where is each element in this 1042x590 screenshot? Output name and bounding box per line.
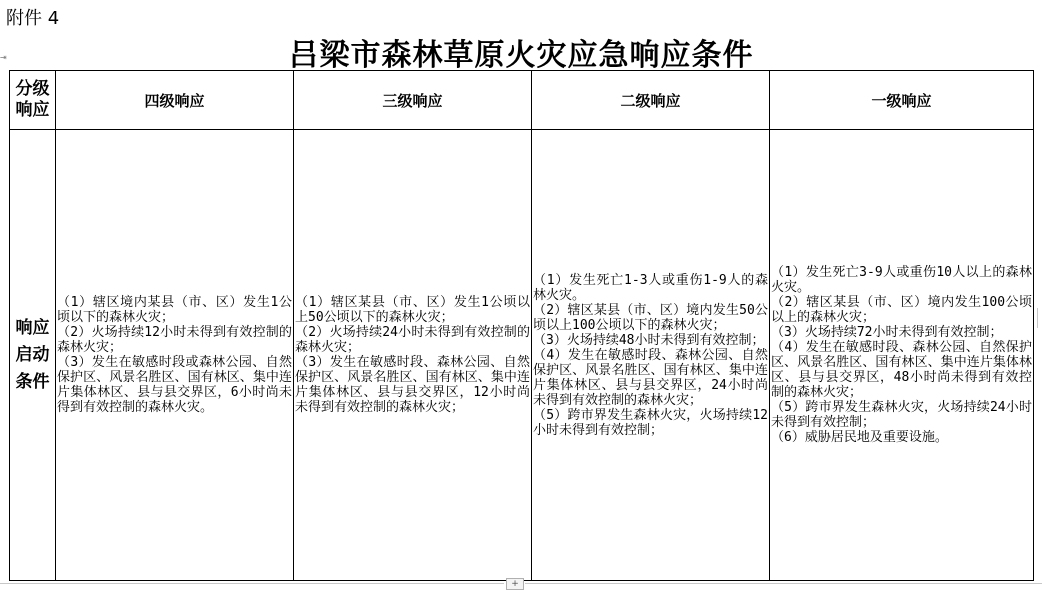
level-1-label: 一级响应 bbox=[871, 91, 932, 110]
level-3-header bbox=[294, 71, 532, 130]
condition-item: （1）发生死亡1-3人或重伤1-9人的森林火灾。 bbox=[533, 272, 768, 303]
condition-item: （1）发生死亡3-9人或重伤10人以上的森林火灾。 bbox=[771, 265, 1032, 295]
condition-item: （6）威胁居民地及重要设施。 bbox=[771, 430, 948, 445]
bottom-rule-right bbox=[525, 583, 1042, 584]
corner-header-text: 分级响应 bbox=[15, 79, 50, 120]
condition-item: （3）火场持续48小时未得到有效控制； bbox=[533, 332, 765, 348]
condition-item: （5）跨市界发生森林火灾，火场持续24小时未得到有效控制； bbox=[771, 400, 1032, 430]
level-1-conditions bbox=[770, 130, 1034, 581]
table-move-handle-icon[interactable]: ⇥ bbox=[0, 53, 7, 62]
condition-item: （2）辖区某县（市、区）境内发生50公顷以上100公顷以下的森林火灾； bbox=[533, 302, 768, 333]
row-label: 响应启动条件 bbox=[15, 317, 50, 392]
document-title: 吕梁市森林草原火灾应急响应条件 bbox=[288, 38, 754, 73]
level-2-conditions bbox=[532, 130, 770, 581]
corner-header-cell bbox=[10, 71, 56, 130]
level-4-header bbox=[56, 71, 294, 130]
condition-item: （2）火场持续24小时未得到有效控制的森林火灾； bbox=[295, 325, 530, 355]
condition-item: （3）发生在敏感时段或森林公园、自然保护区、风景名胜区、国有林区、集中连片集体林区、县与县交界区，6小时尚未得到有效控制的森林火灾。 bbox=[57, 355, 292, 415]
level-3-label: 三级响应 bbox=[382, 91, 443, 110]
column-resize-marker[interactable] bbox=[1037, 308, 1042, 328]
response-conditions-table bbox=[9, 70, 1034, 581]
bottom-rule-left bbox=[0, 583, 504, 584]
header-row bbox=[10, 71, 1034, 130]
attachment-label: 附件 4 bbox=[6, 8, 60, 29]
condition-item: （4）发生在敏感时段、森林公园、自然保护区、风景名胜区、国有林区、集中连片集体林区、县与县交界区，48小时尚未得到有效控制的森林火灾； bbox=[771, 340, 1032, 400]
condition-item: （2）火场持续12小时未得到有效控制的森林火灾； bbox=[57, 325, 292, 355]
row-label-cell bbox=[10, 130, 56, 581]
level-2-header bbox=[532, 71, 770, 130]
condition-item: （1）辖区某县（市、区）发生1公顷以上50公顷以下的森林火灾； bbox=[295, 295, 530, 325]
level-4-conditions bbox=[56, 130, 294, 581]
level-1-header bbox=[770, 71, 1034, 130]
condition-item: （4）发生在敏感时段、森林公园、自然保护区、风景名胜区、国有林区、集中连片集体林区、县与县交界区，24小时尚未得到有效控制的森林火灾； bbox=[533, 347, 768, 408]
table-row bbox=[10, 130, 1034, 581]
level-3-conditions bbox=[294, 130, 532, 581]
level-2-label: 二级响应 bbox=[620, 91, 681, 110]
add-row-button[interactable]: + bbox=[506, 578, 524, 590]
level-4-label: 四级响应 bbox=[144, 91, 205, 110]
condition-item: （3）火场持续72小时未得到有效控制； bbox=[771, 325, 1003, 340]
condition-item: （1）辖区境内某县（市、区）发生1公顷以下的森林火灾； bbox=[57, 295, 292, 325]
condition-item: （5）跨市界发生森林火灾，火场持续12小时未得到有效控制； bbox=[533, 407, 768, 438]
condition-item: （3）发生在敏感时段、森林公园、自然保护区、风景名胜区、国有林区、集中连片集体林区、县与县交界区，12小时尚未得到有效控制的森林火灾； bbox=[295, 355, 530, 415]
condition-item: （2）辖区某县（市、区）境内发生100公顷以上的森林火灾； bbox=[771, 295, 1032, 325]
